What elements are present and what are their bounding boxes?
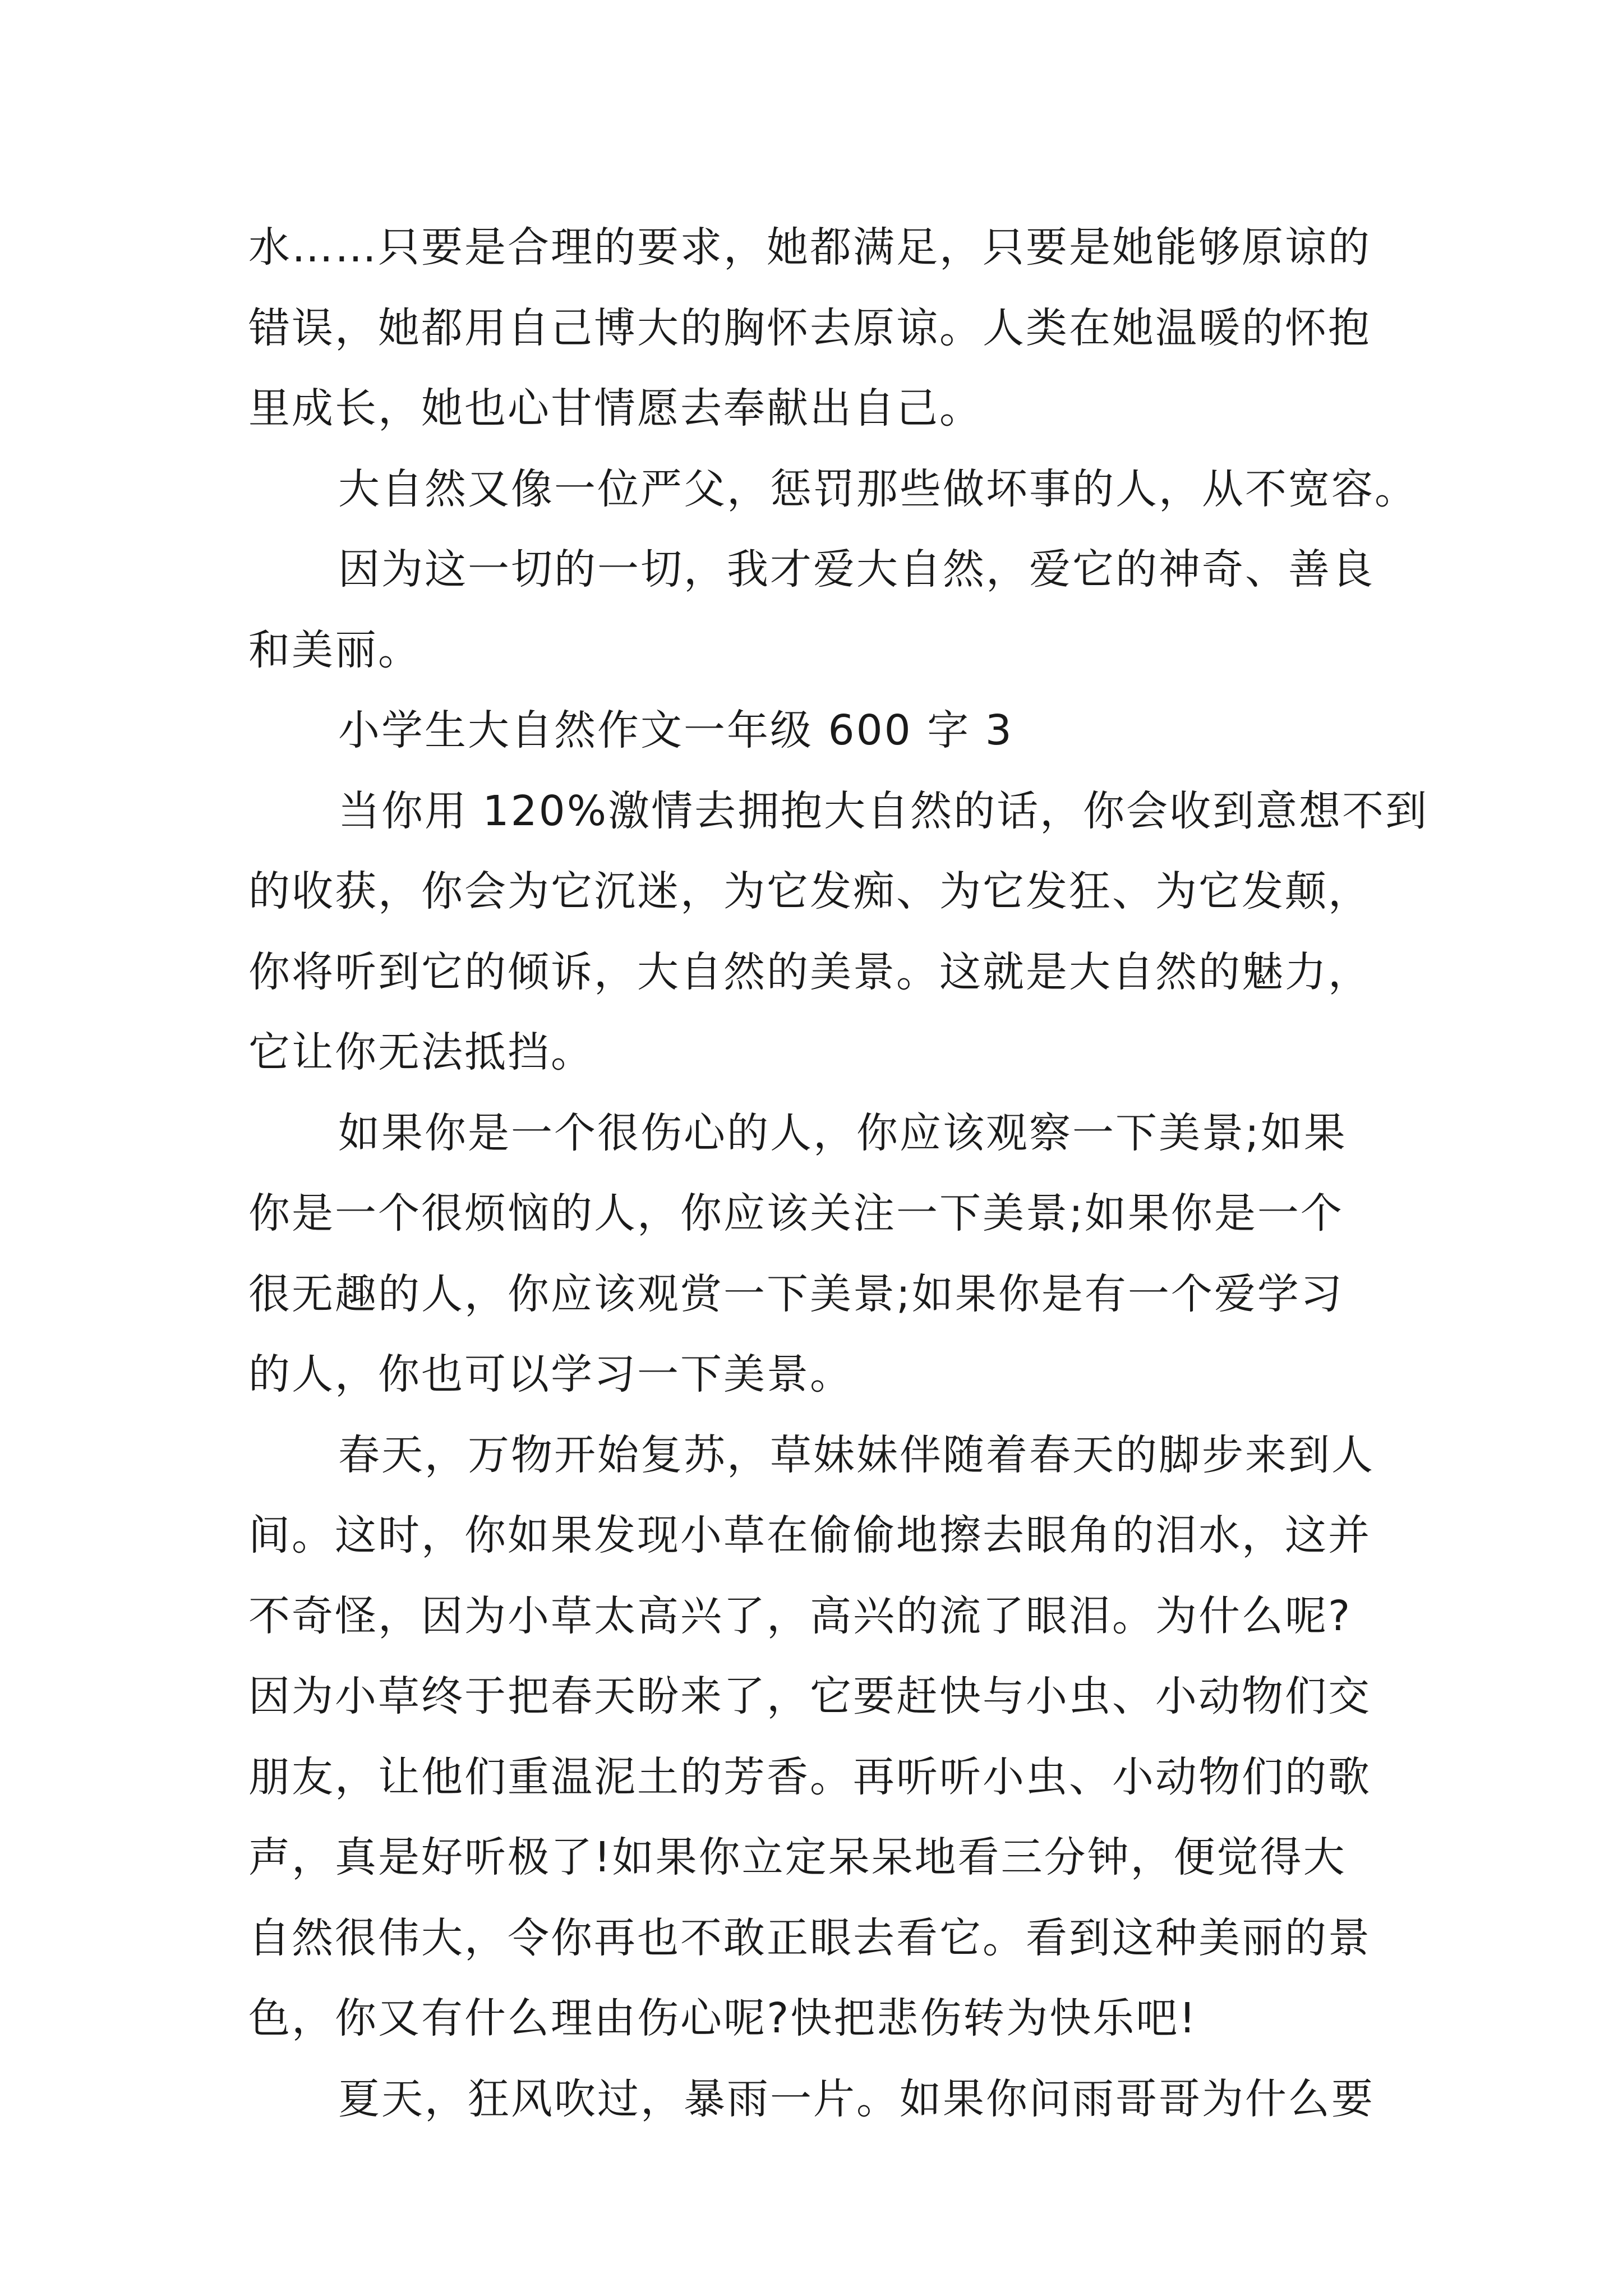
text-line: 很无趣的人，你应该观赏一下美景;如果你是有一个爱学习	[248, 1269, 1344, 1318]
text-line: 水……只要是合理的要求，她都满足，只要是她能够原谅的	[248, 223, 1371, 272]
text-line: 声，真是好听极了!如果你立定呆呆地看三分钟，便觉得大	[248, 1833, 1347, 1881]
section-heading: 小学生大自然作文一年级 600 字 3	[338, 706, 1013, 754]
text-line: 当你用 120%激情去拥抱大自然的话，你会收到意想不到	[338, 786, 1429, 835]
text-line: 色，你又有什么理由伤心呢?快把悲伤转为快乐吧!	[248, 1994, 1197, 2042]
text-line: 大自然又像一位严父，惩罚那些做坏事的人，从不宽容。	[338, 464, 1418, 513]
text-line: 里成长，她也心甘情愿去奉献出自己。	[248, 384, 983, 432]
text-line: 间。这时，你如果发现小草在偷偷地擦去眼角的泪水，这并	[248, 1511, 1371, 1559]
text-line: 不奇怪，因为小草太高兴了，高兴的流了眼泪。为什么呢?	[248, 1591, 1352, 1640]
text-line: 错误，她都用自己博大的胸怀去原谅。人类在她温暖的怀抱	[248, 303, 1371, 352]
text-line: 如果你是一个很伤心的人，你应该观察一下美景;如果	[338, 1108, 1347, 1157]
text-line: 夏天，狂风吹过，暴雨一片。如果你问雨哥哥为什么要	[338, 2074, 1375, 2123]
text-line: 的收获，你会为它沉迷，为它发痴、为它发狂、为它发颠，	[248, 867, 1371, 915]
text-line: 自然很伟大，令你再也不敢正眼去看它。看到这种美丽的景	[248, 1913, 1371, 1962]
text-line: 因为这一切的一切，我才爱大自然，爱它的神奇、善良	[338, 545, 1375, 593]
text-line: 因为小草终于把春天盼来了，它要赶快与小虫、小动物们交	[248, 1672, 1371, 1720]
text-line: 你是一个很烦恼的人，你应该关注一下美景;如果你是一个	[248, 1189, 1344, 1237]
text-line: 朋友，让他们重温泥土的芳香。再听听小虫、小动物们的歌	[248, 1752, 1371, 1801]
text-line: 的人，你也可以学习一下美景。	[248, 1350, 853, 1398]
document-body	[248, 208, 1429, 2139]
text-line: 和美丽。	[248, 625, 421, 674]
text-line: 它让你无法抵挡。	[248, 1028, 594, 1076]
text-line: 你将听到它的倾诉，大自然的美景。这就是大自然的魅力，	[248, 947, 1371, 996]
text-line: 春天，万物开始复苏，草妹妹伴随着春天的脚步来到人	[338, 1430, 1375, 1479]
